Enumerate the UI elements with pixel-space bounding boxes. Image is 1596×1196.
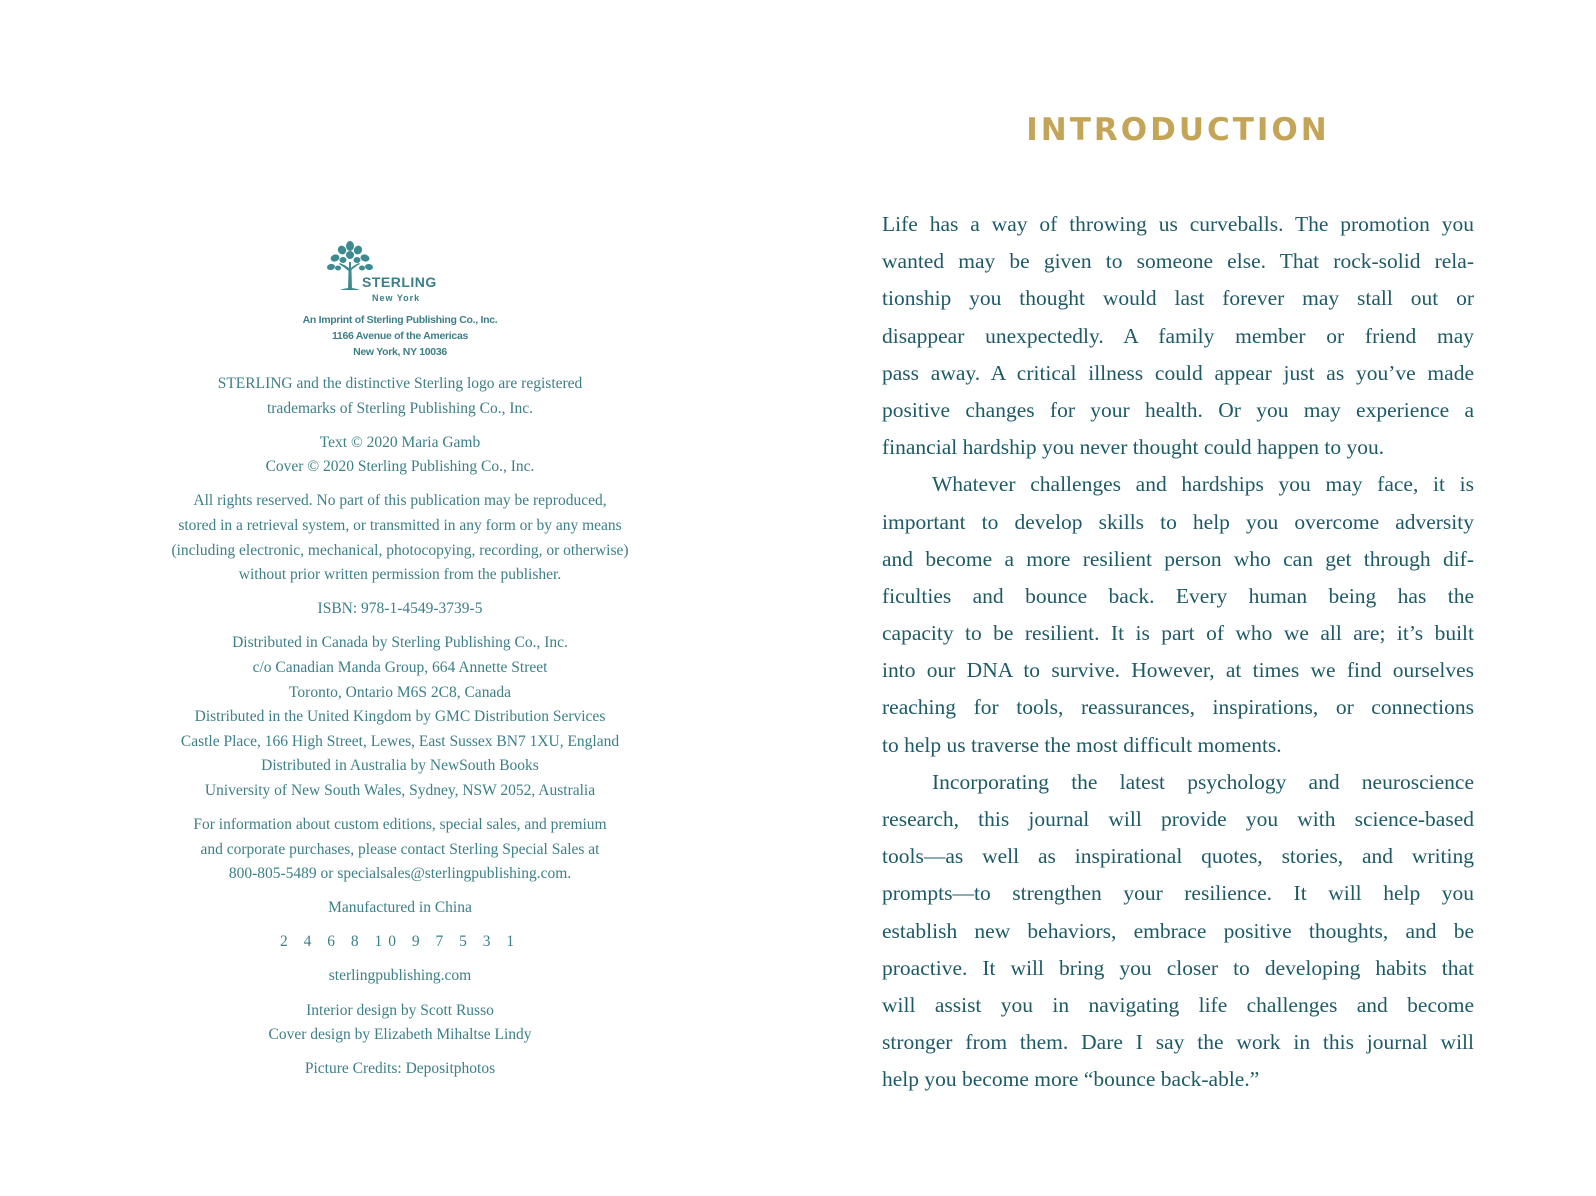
distribution-line: Castle Place, 166 High Street, Lewes, East Sussex BN7 1XU, England (180, 732, 620, 750)
body-line: and become a more resilient person who can get through dif- (882, 546, 1474, 571)
trademark-line: trademarks of Sterling Publishing Co., Inc. (266, 399, 534, 417)
body-line: proactive. It will bring you closer to developing habits that (882, 955, 1474, 980)
logo-city: New York (372, 293, 421, 303)
trademark-notice (90, 372, 710, 421)
logo-wordmark: STERLING (362, 274, 437, 290)
imprint-line: An Imprint of Sterling Publishing Co., Inc. (302, 314, 498, 326)
rights-line: stored in a retrieval system, or transmitted in any form or by any means (178, 516, 622, 534)
copyright-notice (90, 431, 710, 480)
body-line: to help us traverse the most difficult moments. (882, 732, 1282, 757)
body-line: pass away. A critical illness could appear just as you’ve made (882, 360, 1474, 385)
body-line: help you become more “bounce back-able.” (882, 1067, 1260, 1092)
rights-line: (including electronic, mechanical, photocopying, recording, or otherwise) (171, 541, 629, 559)
sales-line: and corporate purchases, please contact Sterling Special Sales at (200, 840, 600, 858)
chapter-title: INTRODUCTION (1026, 112, 1330, 148)
imprint-line: 1166 Avenue of the Americas (331, 330, 469, 342)
introduction-page (798, 0, 1596, 1196)
isbn: ISBN: 978-1-4549-3739-5 (317, 600, 483, 618)
body-line: will assist you in navigating life challenges and become (882, 992, 1474, 1017)
picture-credits: Picture Credits: Depositphotos (304, 1060, 496, 1078)
publisher-website: sterlingpublishing.com (328, 967, 472, 985)
special-sales-notice (90, 813, 710, 887)
body-line: disappear unexpectedly. A family member or friend may (882, 323, 1474, 348)
body-line: stronger from them. Dare I say the work in this journal will (882, 1030, 1474, 1055)
body-line: reaching for tools, reassurances, inspirations, or connections (882, 695, 1474, 720)
copyright-text-column (90, 372, 710, 1091)
rights-notice (90, 489, 710, 587)
body-line: into our DNA to survive. However, at times we find ourselves (882, 658, 1474, 683)
body-paragraph (882, 764, 1474, 1099)
body-line: ficulties and bounce back. Every human being has the (882, 583, 1474, 608)
distribution-line: Distributed in Australia by NewSouth Books (261, 757, 539, 775)
body-line: research, this journal will provide you with science-based (882, 807, 1474, 831)
introduction-body (882, 206, 1474, 1099)
rights-line: without prior written permission from the publisher. (238, 566, 562, 584)
body-paragraph (882, 206, 1474, 466)
design-credits (90, 999, 710, 1048)
body-line: Life has a way of throwing us curveballs. The promotion you (882, 212, 1474, 236)
distribution-line: University of New South Wales, Sydney, NSW 2052, Australia (204, 781, 596, 799)
distribution-line: Toronto, Ontario M6S 2C8, Canada (289, 683, 511, 701)
body-line: Whatever challenges and hardships you may face, it is (932, 472, 1474, 497)
imprint-line: New York, NY 10036 (353, 346, 447, 358)
body-line: financial hardship you never thought could happen to you. (882, 435, 1385, 460)
body-line: tools—as well as inspirational quotes, stories, and writing (882, 844, 1474, 869)
distribution-line: Distributed in Canada by Sterling Publishing Co., Inc. (232, 634, 568, 652)
body-line: positive changes for your health. Or you may experience a (882, 397, 1474, 422)
copyright-line: Cover © 2020 Sterling Publishing Co., Inc. (265, 458, 535, 476)
body-line: establish new behaviors, embrace positive thoughts, and be (882, 918, 1474, 943)
body-line: important to develop skills to help you overcome adversity (882, 509, 1474, 534)
body-line: capacity to be resilient. It is part of who we all are; it’s built (882, 621, 1474, 646)
sales-line: 800-805-5489 or specialsales@sterlingpublishing.com. (228, 865, 572, 883)
distribution-line: Distributed in the United Kingdom by GMC Distribution Services (194, 708, 606, 726)
body-line: tionship you thought would last forever may stall out or (882, 286, 1474, 311)
design-credit-line: Cover design by Elizabeth Mihaltse Lindy (268, 1026, 532, 1044)
body-line: Incorporating the latest psychology and neuroscience (932, 769, 1474, 794)
body-line: prompts—to strengthen your resilience. It will help you (882, 881, 1474, 906)
sales-line: For information about custom editions, special sales, and premium (193, 816, 607, 833)
body-paragraph (882, 466, 1474, 764)
print-line-numbers: 2 4 6 8 10 9 7 5 3 1 (279, 933, 521, 951)
distribution-notice (90, 631, 710, 803)
rights-line: All rights reserved. No part of this publication may be reproduced, (193, 492, 607, 510)
manufactured-in: Manufactured in China (328, 899, 472, 917)
copyright-line: Text © 2020 Maria Gamb (319, 433, 481, 451)
design-credit-line: Interior design by Scott Russo (306, 1001, 494, 1019)
body-line: wanted may be given to someone else. That rock-solid rela- (882, 249, 1474, 274)
imprint-block (245, 312, 555, 360)
distribution-line: c/o Canadian Manda Group, 664 Annette Street (252, 658, 548, 676)
trademark-line: STERLING and the distinctive Sterling logo are registered (217, 375, 583, 392)
